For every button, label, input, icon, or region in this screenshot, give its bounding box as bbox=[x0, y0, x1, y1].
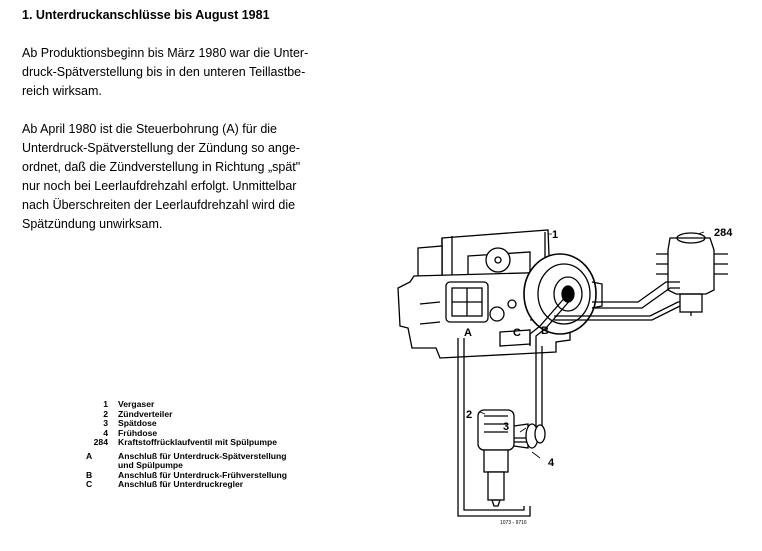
legend-key: 1 bbox=[103, 399, 108, 409]
paragraph-line: druck-Spätverstellung bis in den unteren Teillastbe- bbox=[22, 65, 306, 79]
legend-item bbox=[86, 400, 287, 410]
legend-text: Vergaser bbox=[118, 399, 155, 409]
legend-text: Spätdose bbox=[118, 418, 157, 428]
legend-key: A bbox=[86, 450, 93, 461]
label-C: C bbox=[513, 327, 521, 339]
legend-text: und Spülpumpe bbox=[118, 460, 183, 470]
label-4: 4 bbox=[548, 457, 555, 469]
ignition-distributor-drawing bbox=[478, 410, 545, 506]
label-2: 2 bbox=[466, 409, 473, 421]
paragraph-line: Ab Produktionsbeginn bis März 1980 war die Unter- bbox=[22, 46, 309, 60]
label-3: 3 bbox=[503, 421, 510, 433]
legend-text: Anschluß für Unterdruckregler bbox=[118, 479, 244, 489]
label-B: B bbox=[541, 325, 549, 337]
legend-text: Anschluß für Unterdruck-Frühverstellung bbox=[118, 469, 288, 480]
legend-text: Anschluß für Unterdruck-Spätverstellung bbox=[118, 450, 287, 461]
paragraph-line: nach Überschreiten der Leerlaufdrehzahl wird die bbox=[22, 198, 296, 212]
legend-key: 3 bbox=[103, 418, 108, 428]
vacuum-connection-diagram bbox=[380, 220, 750, 530]
legend-key: 4 bbox=[103, 427, 108, 438]
legend-item bbox=[86, 410, 287, 420]
legend-text: Frühdose bbox=[118, 427, 158, 438]
paragraph-line: Ab April 1980 ist die Steuerbohrung (A) für die bbox=[22, 122, 278, 136]
paragraph-line: reich wirksam. bbox=[22, 84, 102, 98]
legend-item bbox=[86, 438, 287, 448]
paragraph-line: Unterdruck-Spätverstellung der Zündung so ange- bbox=[22, 141, 300, 155]
legend-item bbox=[86, 452, 287, 462]
legend-key: 2 bbox=[103, 408, 108, 419]
paragraph-line: Spätzündung unwirksam. bbox=[22, 217, 163, 231]
paragraph-line: nur noch bei Leerlaufdrehzahl erfolgt. Unmittelbar bbox=[22, 179, 297, 193]
fuel-return-valve-drawing bbox=[656, 233, 728, 316]
legend-key: B bbox=[86, 469, 93, 480]
vacuum-dose-drawing bbox=[524, 254, 602, 334]
diagram-legend bbox=[86, 400, 287, 490]
legend-text: Zündverteiler bbox=[118, 408, 173, 419]
section-heading: 1. Unterdruckanschlüsse bis August 1981 bbox=[22, 8, 270, 22]
legend-item bbox=[86, 480, 287, 490]
paragraph-line: ordnet, daß die Zündverstellung in Richtung „spät" bbox=[22, 160, 301, 174]
diagram-code: 1073 - 9716 bbox=[500, 520, 527, 526]
legend-text: Kraftstoffrücklaufventil mit Spülpumpe bbox=[118, 437, 277, 447]
legend-key: C bbox=[86, 479, 93, 489]
label-1: 1 bbox=[552, 229, 559, 241]
legend-key: 284 bbox=[93, 437, 108, 447]
paragraph-april-1980 bbox=[22, 120, 300, 234]
label-284: 284 bbox=[714, 227, 733, 239]
paragraph-production bbox=[22, 44, 308, 101]
legend-item bbox=[86, 419, 287, 429]
label-A: A bbox=[464, 327, 472, 339]
